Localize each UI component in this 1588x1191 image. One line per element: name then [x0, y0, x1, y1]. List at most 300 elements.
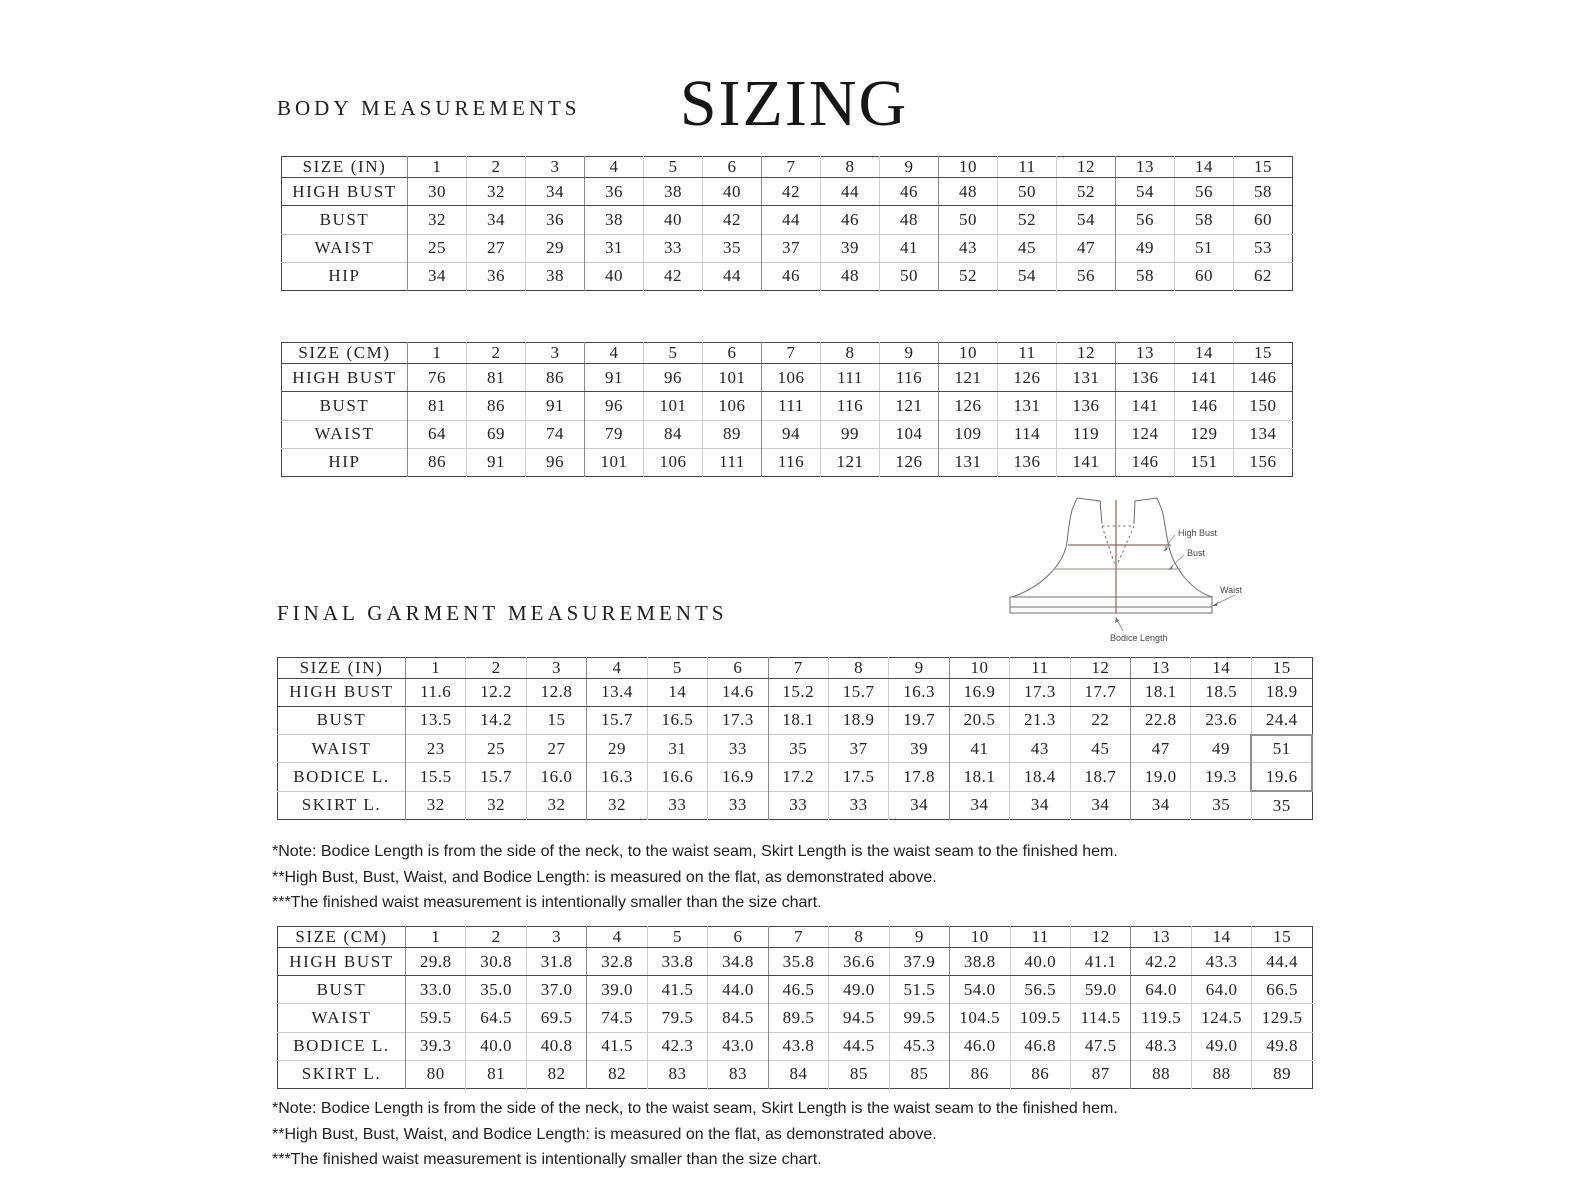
row-label-cell: HIGH BUST — [278, 679, 406, 707]
measurement-cell: 33 — [644, 234, 703, 262]
measurement-cell: 27 — [526, 735, 586, 763]
size-number-header-cell: 5 — [647, 658, 707, 679]
measurement-cell: 25 — [466, 735, 526, 763]
row-label-cell: SKIRT L. — [278, 791, 406, 819]
size-unit-header-cell: SIZE (IN) — [282, 157, 408, 178]
measurement-cell: 111 — [703, 448, 762, 476]
size-number-header-cell: 8 — [821, 343, 880, 364]
measurement-cell: 40 — [703, 178, 762, 206]
measurement-cell: 101 — [585, 448, 644, 476]
measurement-cell: 136 — [998, 448, 1057, 476]
measurement-cell: 17.3 — [1010, 679, 1070, 707]
size-table — [281, 156, 1293, 291]
size-number-header-cell: 12 — [1070, 658, 1130, 679]
size-number-header-cell: 4 — [585, 157, 644, 178]
size-number-header-cell: 11 — [1010, 658, 1070, 679]
measurement-cell: 111 — [762, 392, 821, 420]
size-number-header-cell: 10 — [950, 927, 1010, 948]
measurement-cell: 56 — [1057, 262, 1116, 290]
measurement-cell: 69.5 — [526, 1004, 586, 1032]
measurement-cell: 81 — [408, 392, 467, 420]
size-number-header-cell: 1 — [408, 343, 467, 364]
measurement-cell: 48 — [821, 262, 880, 290]
measurement-cell: 151 — [1175, 448, 1234, 476]
measurement-cell: 141 — [1116, 392, 1175, 420]
measurement-cell: 48 — [880, 206, 939, 234]
measurement-cell: 18.5 — [1191, 679, 1251, 707]
measurement-cell: 86 — [526, 364, 585, 392]
size-number-header-cell: 13 — [1131, 927, 1191, 948]
measurement-cell: 16.3 — [889, 679, 949, 707]
note-line: ***The finished waist measurement is intentionally smaller than the size chart. — [272, 894, 822, 911]
measurement-cell: 37 — [762, 234, 821, 262]
measurement-cell: 33.8 — [647, 948, 707, 976]
measurement-cell: 136 — [1116, 364, 1175, 392]
row-label-cell: BUST — [282, 392, 408, 420]
measurement-cell: 46.5 — [768, 976, 828, 1004]
measurement-cell: 36 — [585, 178, 644, 206]
measurement-cell: 51.5 — [889, 976, 949, 1004]
measurement-cell: 15.7 — [587, 706, 647, 734]
measurement-cell: 12.2 — [466, 679, 526, 707]
measurement-cell: 16.0 — [526, 763, 586, 791]
measurement-cell: 18.9 — [828, 706, 888, 734]
size-number-header-cell: 2 — [466, 927, 526, 948]
size-number-header-cell: 5 — [644, 343, 703, 364]
size-number-header-cell: 15 — [1251, 658, 1312, 679]
measurement-cell: 43.0 — [708, 1032, 768, 1060]
size-number-header-cell: 7 — [768, 927, 828, 948]
measurement-cell: 16.9 — [949, 679, 1009, 707]
size-table — [277, 926, 1313, 1089]
measurement-cell: 131 — [1057, 364, 1116, 392]
measurement-cell: 124.5 — [1191, 1004, 1251, 1032]
measurement-cell: 74.5 — [587, 1004, 647, 1032]
measurement-cell: 38 — [585, 206, 644, 234]
measurement-cell: 34.8 — [708, 948, 768, 976]
measurement-cell: 86 — [467, 392, 526, 420]
measurement-cell: 80 — [406, 1060, 466, 1088]
measurement-cell: 14.2 — [466, 706, 526, 734]
measurement-cell: 60 — [1234, 206, 1293, 234]
measurement-cell: 46.8 — [1010, 1032, 1070, 1060]
size-number-header-cell: 7 — [762, 343, 821, 364]
measurement-cell: 33 — [647, 791, 707, 819]
body-measurements-heading: BODY MEASUREMENTS — [277, 96, 581, 120]
measurement-cell: 23.6 — [1191, 706, 1251, 734]
measurement-cell: 38.8 — [950, 948, 1010, 976]
measurement-cell: 32 — [526, 791, 586, 819]
row-label-cell: WAIST — [282, 420, 408, 448]
measurement-cell: 64 — [408, 420, 467, 448]
measurement-cell: 20.5 — [949, 706, 1009, 734]
measurement-cell: 126 — [939, 392, 998, 420]
measurement-cell: 43 — [939, 234, 998, 262]
measurement-cell: 116 — [821, 392, 880, 420]
measurement-cell: 89 — [1252, 1060, 1313, 1088]
measurement-cell: 29 — [587, 735, 647, 763]
size-unit-header-cell: SIZE (IN) — [278, 658, 406, 679]
measurement-cell: 59.5 — [406, 1004, 466, 1032]
size-number-header-cell: 6 — [708, 658, 768, 679]
row-label-cell: WAIST — [282, 234, 408, 262]
measurement-cell: 88 — [1131, 1060, 1191, 1088]
size-number-header-cell: 11 — [998, 157, 1057, 178]
garment-measurements-heading: FINAL GARMENT MEASUREMENTS — [277, 601, 728, 625]
measurement-cell: 19.6 — [1251, 763, 1312, 791]
size-number-header-cell: 2 — [466, 658, 526, 679]
measurement-cell: 88 — [1191, 1060, 1251, 1088]
measurement-cell: 52 — [939, 262, 998, 290]
measurement-cell: 64.5 — [466, 1004, 526, 1032]
measurement-cell: 40.8 — [526, 1032, 586, 1060]
size-number-header-cell: 8 — [828, 658, 888, 679]
measurement-cell: 89.5 — [768, 1004, 828, 1032]
waist-band — [1010, 597, 1212, 613]
measurement-cell: 46 — [762, 262, 821, 290]
measurement-cell: 81 — [466, 1060, 526, 1088]
measurement-cell: 32 — [467, 178, 526, 206]
measurement-cell: 96 — [644, 364, 703, 392]
row-label-cell: HIGH BUST — [282, 364, 408, 392]
measurement-cell: 56 — [1175, 178, 1234, 206]
measurement-cell: 64.0 — [1131, 976, 1191, 1004]
measurement-cell: 49.8 — [1252, 1032, 1313, 1060]
measurement-cell: 34 — [408, 262, 467, 290]
bodice-length-label: Bodice Length — [1110, 633, 1168, 643]
measurement-cell: 58 — [1175, 206, 1234, 234]
size-number-header-cell: 6 — [703, 343, 762, 364]
measurement-cell: 104.5 — [950, 1004, 1010, 1032]
size-number-header-cell: 6 — [708, 927, 768, 948]
measurement-cell: 91 — [526, 392, 585, 420]
measurement-cell: 35.8 — [768, 948, 828, 976]
bust-label: Bust — [1187, 548, 1206, 558]
measurement-cell: 35.0 — [466, 976, 526, 1004]
measurement-cell: 42 — [644, 262, 703, 290]
size-number-header-cell: 5 — [644, 157, 703, 178]
row-label-cell: BUST — [278, 706, 406, 734]
left-strap — [1072, 498, 1102, 524]
measurement-cell: 141 — [1175, 364, 1234, 392]
measurement-cell: 111 — [821, 364, 880, 392]
measurement-cell: 15.7 — [828, 679, 888, 707]
size-number-header-cell: 13 — [1116, 157, 1175, 178]
size-number-header-cell: 14 — [1191, 658, 1251, 679]
measurement-cell: 17.7 — [1070, 679, 1130, 707]
measurement-cell: 47.5 — [1070, 1032, 1130, 1060]
measurement-cell: 54 — [1057, 206, 1116, 234]
bodice-sketch — [998, 492, 1300, 644]
measurement-cell: 52 — [998, 206, 1057, 234]
size-number-header-cell: 9 — [880, 343, 939, 364]
measurement-cell: 124 — [1116, 420, 1175, 448]
size-table — [281, 342, 1293, 477]
measurement-cell: 41 — [949, 735, 1009, 763]
size-number-header-cell: 8 — [829, 927, 889, 948]
measurement-cell: 60 — [1175, 262, 1234, 290]
measurement-cell: 91 — [585, 364, 644, 392]
measurement-cell: 34 — [1010, 791, 1070, 819]
measurement-cell: 41.1 — [1070, 948, 1130, 976]
measurement-cell: 49 — [1191, 735, 1251, 763]
measurement-cell: 22.8 — [1131, 706, 1191, 734]
measurement-cell: 50 — [939, 206, 998, 234]
measurement-cell: 17.5 — [828, 763, 888, 791]
measurement-cell: 114 — [998, 420, 1057, 448]
measurement-cell: 15.5 — [406, 763, 466, 791]
measurement-cell: 86 — [1010, 1060, 1070, 1088]
measurement-cell: 46.0 — [950, 1032, 1010, 1060]
measurement-cell: 76 — [408, 364, 467, 392]
size-number-header-cell: 12 — [1057, 343, 1116, 364]
measurement-cell: 18.7 — [1070, 763, 1130, 791]
measurement-cell: 48 — [939, 178, 998, 206]
measurement-cell: 34 — [949, 791, 1009, 819]
measurement-cell: 42 — [703, 206, 762, 234]
garment-cm-notes — [272, 1096, 1118, 1173]
measurement-cell: 101 — [644, 392, 703, 420]
row-label-cell: BUST — [282, 206, 408, 234]
measurement-cell: 45.3 — [889, 1032, 949, 1060]
size-number-header-cell: 10 — [949, 658, 1009, 679]
measurement-cell: 44 — [821, 178, 880, 206]
measurement-cell: 84.5 — [708, 1004, 768, 1032]
measurement-cell: 31.8 — [526, 948, 586, 976]
measurement-cell: 69 — [467, 420, 526, 448]
measurement-cell: 58 — [1116, 262, 1175, 290]
measurement-cell: 16.5 — [647, 706, 707, 734]
measurement-cell: 121 — [939, 364, 998, 392]
measurement-cell: 29.8 — [406, 948, 466, 976]
measurement-cell: 31 — [585, 234, 644, 262]
measurement-cell: 45 — [1070, 735, 1130, 763]
measurement-cell: 12.8 — [526, 679, 586, 707]
size-number-header-cell: 1 — [408, 157, 467, 178]
measurement-cell: 32.8 — [587, 948, 647, 976]
measurement-cell: 59.0 — [1070, 976, 1130, 1004]
garment-measurements-cm-table — [277, 926, 1313, 1089]
size-number-header-cell: 3 — [526, 927, 586, 948]
measurement-cell: 44.0 — [708, 976, 768, 1004]
size-number-header-cell: 1 — [406, 927, 466, 948]
left-side-seam — [1012, 510, 1072, 597]
body-measurements-cm-table — [281, 342, 1293, 477]
size-number-header-cell: 4 — [585, 343, 644, 364]
measurement-cell: 74 — [526, 420, 585, 448]
measurement-cell: 39 — [821, 234, 880, 262]
measurement-cell: 32 — [406, 791, 466, 819]
measurement-cell: 16.9 — [708, 763, 768, 791]
measurement-cell: 22 — [1070, 706, 1130, 734]
measurement-cell: 85 — [889, 1060, 949, 1088]
note-line: **High Bust, Bust, Waist, and Bodice Length: is measured on the flat, as demonstrated above. — [272, 1125, 937, 1143]
measurement-cell: 56 — [1116, 206, 1175, 234]
measurement-cell: 27 — [467, 234, 526, 262]
measurement-cell: 85 — [829, 1060, 889, 1088]
measurement-cell: 34 — [1070, 791, 1130, 819]
note-line: **High Bust, Bust, Waist, and Bodice Length: is measured on the flat, as demonstrated above. — [272, 868, 937, 886]
measurement-cell: 33 — [828, 791, 888, 819]
measurement-cell: 96 — [585, 392, 644, 420]
page-title: SIZING — [679, 67, 909, 141]
measurement-cell: 121 — [821, 448, 880, 476]
measurement-cell: 79 — [585, 420, 644, 448]
note-line: ***The finished waist measurement is intentionally smaller than the size chart. — [272, 1151, 822, 1168]
measurement-cell: 44.5 — [829, 1032, 889, 1060]
measurement-cell: 126 — [998, 364, 1057, 392]
measurement-cell: 47 — [1057, 234, 1116, 262]
measurement-cell: 15.7 — [466, 763, 526, 791]
measurement-cell: 104 — [880, 420, 939, 448]
size-number-header-cell: 10 — [939, 343, 998, 364]
measurement-cell: 34 — [1131, 791, 1191, 819]
size-number-header-cell: 6 — [703, 157, 762, 178]
bodice-length-leader-line — [1117, 620, 1123, 631]
size-number-header-cell: 7 — [768, 658, 828, 679]
measurement-cell: 96 — [526, 448, 585, 476]
measurement-cell: 35 — [703, 234, 762, 262]
measurement-cell: 99.5 — [889, 1004, 949, 1032]
measurement-cell: 31 — [647, 735, 707, 763]
measurement-cell: 48.3 — [1131, 1032, 1191, 1060]
size-number-header-cell: 10 — [939, 157, 998, 178]
measurement-cell: 44 — [703, 262, 762, 290]
measurement-cell: 32 — [408, 206, 467, 234]
measurement-cell: 44 — [762, 206, 821, 234]
measurement-cell: 87 — [1070, 1060, 1130, 1088]
size-number-header-cell: 14 — [1191, 927, 1251, 948]
measurement-cell: 40.0 — [1010, 948, 1070, 976]
size-number-header-cell: 5 — [647, 927, 707, 948]
measurement-cell: 18.9 — [1251, 679, 1312, 707]
measurement-cell: 58 — [1234, 178, 1293, 206]
size-number-header-cell: 3 — [526, 343, 585, 364]
measurement-cell: 150 — [1234, 392, 1293, 420]
size-number-header-cell: 11 — [1010, 927, 1070, 948]
size-number-header-cell: 13 — [1131, 658, 1191, 679]
size-number-header-cell: 12 — [1057, 157, 1116, 178]
measurement-cell: 19.3 — [1191, 763, 1251, 791]
size-number-header-cell: 8 — [821, 157, 880, 178]
measurement-cell: 35 — [768, 735, 828, 763]
measurement-cell: 52 — [1057, 178, 1116, 206]
measurement-cell: 18.1 — [1131, 679, 1191, 707]
size-number-header-cell: 11 — [998, 343, 1057, 364]
measurement-cell: 66.5 — [1252, 976, 1313, 1004]
measurement-cell: 83 — [647, 1060, 707, 1088]
measurement-cell: 36 — [526, 206, 585, 234]
measurement-cell: 129 — [1175, 420, 1234, 448]
size-number-header-cell: 7 — [762, 157, 821, 178]
measurement-cell: 49.0 — [1191, 1032, 1251, 1060]
measurement-cell: 129.5 — [1252, 1004, 1313, 1032]
measurement-cell: 41 — [880, 234, 939, 262]
measurement-cell: 33 — [768, 791, 828, 819]
measurement-cell: 141 — [1057, 448, 1116, 476]
measurement-cell: 35 — [1191, 791, 1251, 819]
measurement-cell: 136 — [1057, 392, 1116, 420]
measurement-cell: 131 — [998, 392, 1057, 420]
measurement-cell: 41.5 — [587, 1032, 647, 1060]
size-number-header-cell: 2 — [467, 343, 526, 364]
measurement-cell: 19.0 — [1131, 763, 1191, 791]
measurement-cell: 106 — [762, 364, 821, 392]
measurement-cell: 17.2 — [768, 763, 828, 791]
measurement-cell: 17.3 — [708, 706, 768, 734]
body-measurements-inches-table — [281, 156, 1293, 291]
size-number-header-cell: 1 — [406, 658, 466, 679]
measurement-cell: 40 — [644, 206, 703, 234]
garment-inches-notes — [272, 839, 1118, 916]
measurement-cell: 33 — [708, 735, 768, 763]
size-number-header-cell: 15 — [1234, 343, 1293, 364]
measurement-cell: 119.5 — [1131, 1004, 1191, 1032]
measurement-cell: 15.2 — [768, 679, 828, 707]
measurement-cell: 35 — [1251, 791, 1312, 819]
measurement-cell: 54 — [998, 262, 1057, 290]
measurement-cell: 30 — [408, 178, 467, 206]
measurement-cell: 23 — [406, 735, 466, 763]
measurement-cell: 38 — [526, 262, 585, 290]
measurement-cell: 91 — [467, 448, 526, 476]
measurement-cell: 19.7 — [889, 706, 949, 734]
measurement-cell: 25 — [408, 234, 467, 262]
measurement-cell: 44.4 — [1252, 948, 1313, 976]
measurement-cell: 34 — [526, 178, 585, 206]
row-label-cell: BODICE L. — [278, 1032, 406, 1060]
measurement-cell: 84 — [644, 420, 703, 448]
measurement-cell: 106 — [644, 448, 703, 476]
size-unit-header-cell: SIZE (CM) — [278, 927, 406, 948]
note-line: *Note: Bodice Length is from the side of the neck, to the waist seam, Skirt Length is the waist seam to the finished hem. — [272, 843, 1118, 860]
measurement-cell: 126 — [880, 448, 939, 476]
measurement-cell: 32 — [466, 791, 526, 819]
measurement-cell: 43 — [1010, 735, 1070, 763]
row-label-cell: HIGH BUST — [278, 948, 406, 976]
size-unit-header-cell: SIZE (CM) — [282, 343, 408, 364]
measurement-cell: 11.6 — [406, 679, 466, 707]
measurement-cell: 46 — [821, 206, 880, 234]
measurement-cell: 30.8 — [466, 948, 526, 976]
measurement-cell: 121 — [880, 392, 939, 420]
measurement-cell: 18.1 — [949, 763, 1009, 791]
measurement-cell: 114.5 — [1070, 1004, 1130, 1032]
measurement-cell: 56.5 — [1010, 976, 1070, 1004]
measurement-cell: 46 — [880, 178, 939, 206]
measurement-cell: 106 — [703, 392, 762, 420]
measurement-cell: 50 — [998, 178, 1057, 206]
measurement-cell: 62 — [1234, 262, 1293, 290]
measurement-cell: 82 — [526, 1060, 586, 1088]
size-number-header-cell: 3 — [526, 157, 585, 178]
waist-label: Waist — [1220, 585, 1243, 595]
measurement-cell: 156 — [1234, 448, 1293, 476]
measurement-cell: 84 — [768, 1060, 828, 1088]
measurement-cell: 42.2 — [1131, 948, 1191, 976]
measurement-cell: 47 — [1131, 735, 1191, 763]
measurement-cell: 43.3 — [1191, 948, 1251, 976]
size-number-header-cell: 13 — [1116, 343, 1175, 364]
measurement-cell: 13.4 — [587, 679, 647, 707]
measurement-cell: 64.0 — [1191, 976, 1251, 1004]
measurement-cell: 36 — [467, 262, 526, 290]
measurement-cell: 82 — [587, 1060, 647, 1088]
measurement-cell: 40 — [585, 262, 644, 290]
measurement-cell: 146 — [1234, 364, 1293, 392]
measurement-cell: 94.5 — [829, 1004, 889, 1032]
measurement-cell: 33.0 — [406, 976, 466, 1004]
